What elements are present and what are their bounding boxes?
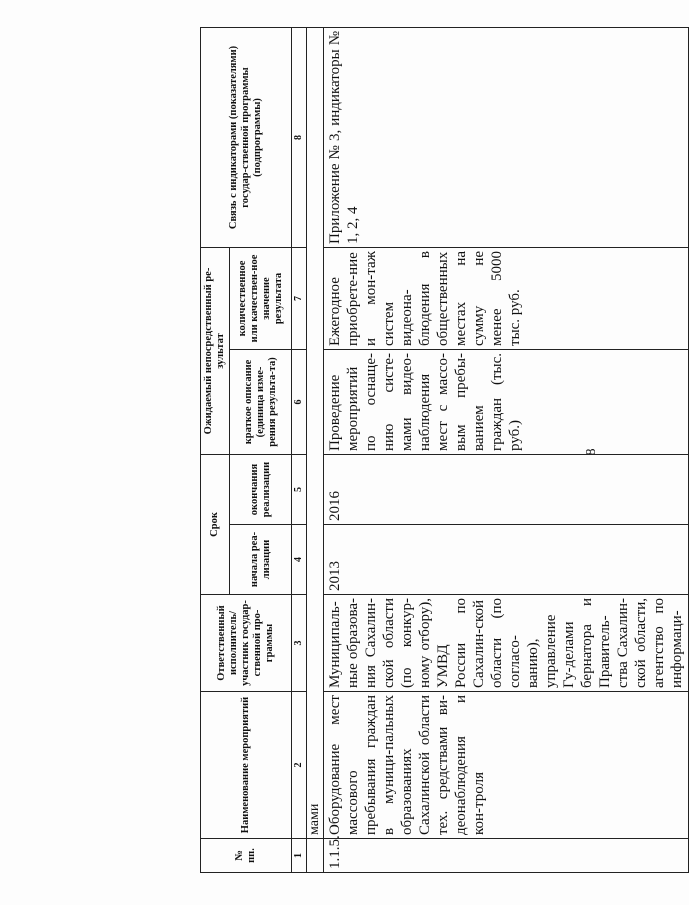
result-description: Проведение мероприятий по оснаще-нию систе-мами видео-наблюдения мест с массо-вым пребы-ванием граждан (тыс. руб.) [324, 349, 689, 454]
section-row [307, 27, 324, 872]
column-number: 2 [292, 692, 307, 839]
column-number: 7 [292, 247, 307, 349]
header-result-description: краткое описание (единица изме-рения результа-та) [230, 349, 292, 454]
column-number: 3 [292, 595, 307, 692]
column-number: 1 [292, 839, 307, 873]
section-continuation-text: мами [307, 27, 324, 838]
indicator-link: Приложение № 3, индикаторы № 1, 2, 4 [324, 27, 689, 247]
column-number-row [292, 27, 307, 872]
column-number: 5 [292, 454, 307, 524]
header-term: Срок [201, 454, 230, 594]
responsible-executor: Муниципаль-ные образова-ния Сахалин-ской области (по конкур-ному отбору), УМВД России по Сахалин-ской области (по согласо-ванию), управление Гу-делами бернатора и Правитель-ства Сахалин-ской области, агентство по информаци- [324, 595, 689, 692]
term-start: 2013 [324, 525, 689, 595]
header-indicator-link: Связь с индикаторами (показателями) государ-ственной программы (подпрограммы) [201, 27, 292, 247]
column-number: 4 [292, 525, 307, 595]
header-executor: Ответственный исполнитель/ участник государ-ственной про-граммы [201, 595, 292, 692]
table-row [324, 27, 689, 872]
header-expected-result: Ожидаемый непосредственный ре-зультат [201, 247, 230, 454]
header-result-value: количественное или качествен-ное значение результата [230, 247, 292, 349]
header-term-start: начала реа-лизации [230, 525, 292, 595]
rotated-table-container [200, 28, 685, 873]
result-value: Ежегодное приобрете-ние и мон-таж систем видеона-блюдения в общественных местах на сумму не менее 5000 тыс. руб. [324, 247, 689, 349]
term-end: 2016 [324, 454, 689, 524]
column-number: 8 [292, 27, 307, 247]
activities-table [200, 27, 689, 873]
page-number: 8 [584, 448, 599, 456]
header-activity-name: Наименование мероприятий [201, 692, 292, 839]
header-number: № пп. [201, 839, 292, 873]
header-term-end: окончания реализации [230, 454, 292, 524]
row-number: 1.1.5. [324, 839, 689, 873]
column-number: 6 [292, 349, 307, 454]
activity-name: Оборудование мест массового пребывания граждан в муници-пальных образованиях Сахалинской области тех. средствами ви-деонаблюдения и кон-троля [324, 692, 689, 839]
